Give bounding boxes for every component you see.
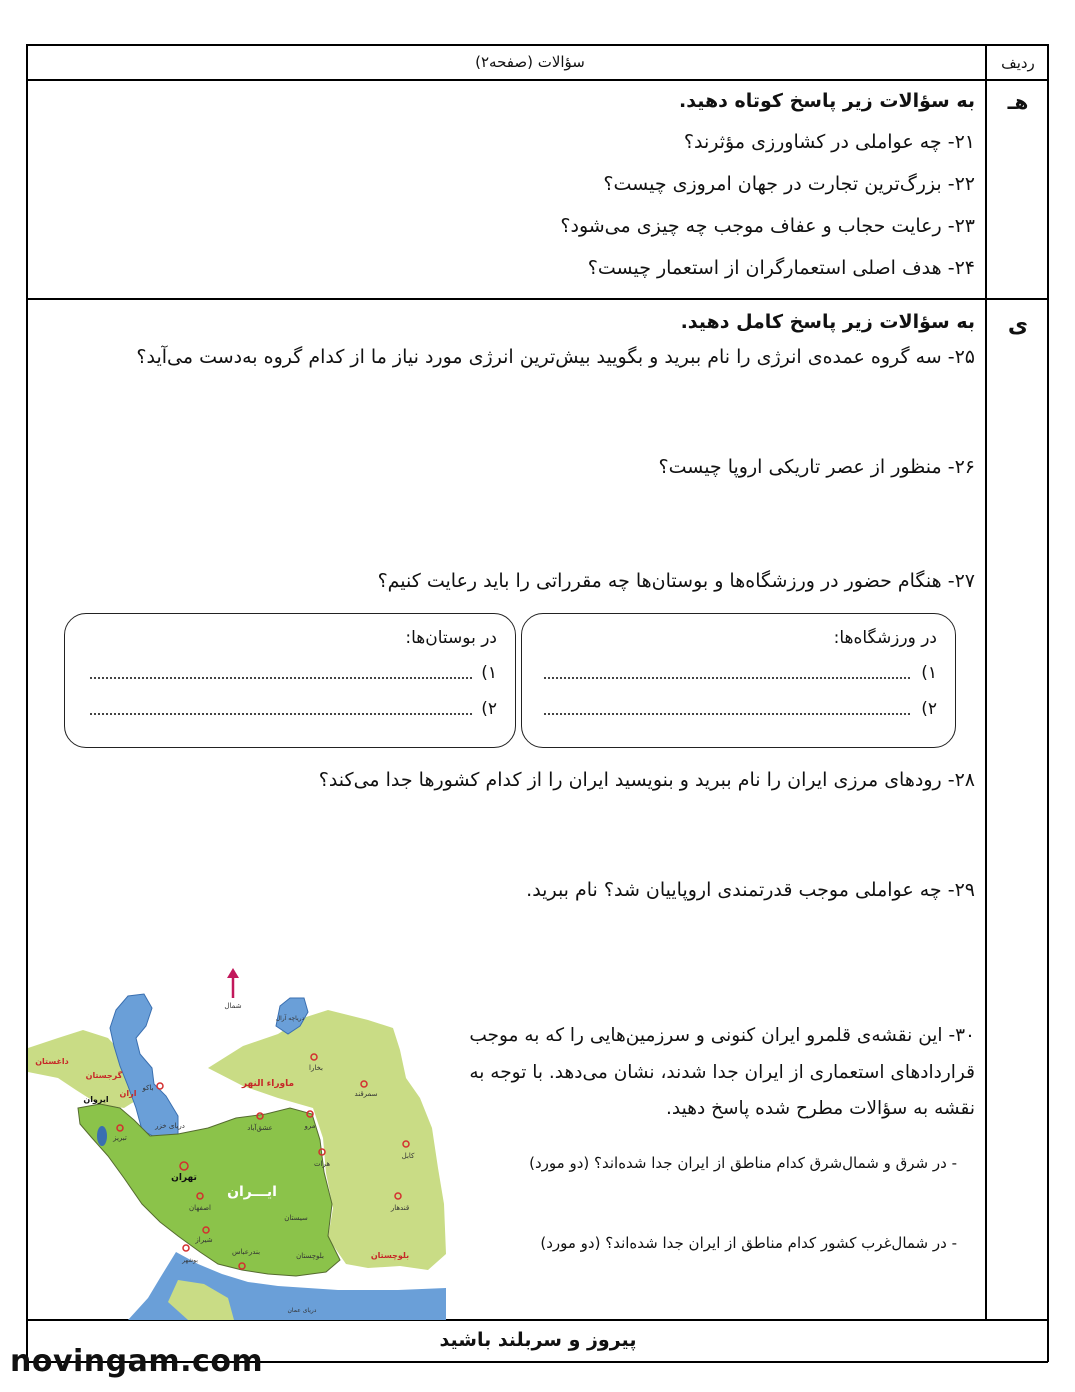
footer-text: پیروز و سربلند باشید xyxy=(439,1329,637,1351)
park-answer-line-2[interactable] xyxy=(90,713,472,715)
site-watermark[interactable]: novingam.com xyxy=(10,1344,264,1379)
sistan-label: سیستان xyxy=(284,1214,308,1222)
stadium-item-1-label: ۱) xyxy=(921,663,937,683)
baku-marker xyxy=(157,1083,163,1089)
georgia-label: گرجستان xyxy=(85,1071,123,1080)
table-right-border xyxy=(1047,44,1049,1362)
question-30-sub-1: - در شرق و شمال‌شرق کدام مناطق از ایران جدا شده‌اند؟ (دو مورد) xyxy=(529,1154,957,1172)
header-bottom-border xyxy=(26,79,1048,81)
park-item-2-label: ۲) xyxy=(481,699,497,719)
question-25: ۲۵- سه گروه عمده‌ی انرژی را نام ببرید و بگویید بیش‌ترین انرژی مورد نیاز ما از کدام گروه به‌دست می‌آید؟ xyxy=(136,346,975,368)
questions-column-header: سؤالات (صفحه۲) xyxy=(475,53,585,71)
table-top-border xyxy=(26,44,1048,46)
section-h-letter: هـ xyxy=(1007,90,1029,114)
question-28: ۲۸- رودهای مرزی ایران را نام ببرید و بنویسید ایران را از کدام کشورها جدا می‌کند؟ xyxy=(318,769,975,791)
bushehr-label: بوشهر xyxy=(182,1257,198,1264)
baluchistan-iran-label: بلوچستان xyxy=(296,1252,324,1260)
tabriz-label: تبریز xyxy=(113,1134,127,1142)
baluchistan-east-label: بلوچستان xyxy=(370,1251,410,1260)
row-column-divider xyxy=(985,44,987,1320)
samarkand-label: سمرقند xyxy=(354,1090,378,1098)
transoxiana-label: ماوراء النهر xyxy=(241,1079,295,1089)
question-26: ۲۶- منظور از عصر تاریکی اروپا چیست؟ xyxy=(658,456,975,478)
arran-label: اران xyxy=(119,1089,137,1098)
bukhara-label: بخارا xyxy=(309,1064,323,1072)
section-y-letter: ی xyxy=(1007,313,1029,338)
question-21: ۲۱- چه عواملی در کشاورزی مؤثرند؟ xyxy=(683,131,975,153)
kandahar-label: قندهار xyxy=(390,1204,410,1212)
question-30-sub-2: - در شمال‌غرب کشور کدام مناطق از ایران جدا شده‌اند؟ (دو مورد) xyxy=(540,1234,957,1252)
dagestan-label: داغستان xyxy=(35,1057,69,1066)
kabul-label: کابل xyxy=(401,1152,415,1160)
stadium-answer-line-1[interactable] xyxy=(544,677,910,679)
bandar-abbas-label: بندرعباس xyxy=(231,1248,261,1256)
question-30-line-2: قراردادهای استعماری از ایران جدا شدند، نشان می‌دهد. با توجه به xyxy=(469,1062,975,1083)
herat-label: هرات xyxy=(313,1160,331,1168)
aral-label: دریاچه آرال xyxy=(275,1015,305,1022)
isfahan-label: اصفهان xyxy=(189,1204,211,1212)
yerevan-label: ایروان xyxy=(83,1095,109,1104)
row-column-header: ردیف xyxy=(1001,54,1035,72)
question-27: ۲۷- هنگام حضور در ورزشگاه‌ها و بوستان‌ها چه مقرراتی را باید رعایت کنیم؟ xyxy=(377,570,975,592)
question-22: ۲۲- بزرگ‌ترین تجارت در جهان امروزی چیست؟ xyxy=(603,173,975,195)
question-30-line-3: نقشه به سؤالات مطرح شده پاسخ دهید. xyxy=(666,1098,975,1119)
ashgabat-label: عشق‌آباد xyxy=(247,1124,273,1132)
stadium-box-title: در ورزشگاه‌ها: xyxy=(833,628,937,648)
north-label: شمال xyxy=(224,1002,242,1010)
iran-label: ایـــران xyxy=(227,1184,277,1200)
section-h-instruction: به سؤالات زیر پاسخ کوتاه دهید. xyxy=(679,90,975,112)
stadium-item-2-label: ۲) xyxy=(921,699,937,719)
bushehr-marker xyxy=(183,1245,189,1251)
park-answer-line-1[interactable] xyxy=(90,677,472,679)
tehran-label: تهران xyxy=(171,1173,197,1183)
merv-label: مرو xyxy=(304,1122,316,1130)
section-divider xyxy=(26,298,1048,300)
caspian-label: دریای خزر xyxy=(155,1122,185,1130)
stadium-answer-line-2[interactable] xyxy=(544,713,910,715)
question-30-line-1: ۳۰- این نقشه‌ی قلمرو ایران کنونی و سرزمین‌هایی را که به موجب xyxy=(469,1025,975,1046)
baku-label: باکو xyxy=(142,1084,154,1092)
lake-urmia-shape xyxy=(97,1126,107,1146)
park-box-title: در بوستان‌ها: xyxy=(405,628,497,648)
question-23: ۲۳- رعایت حجاب و عفاف موجب چه چیزی می‌شود؟ xyxy=(560,215,975,237)
oman-sea-label: دریای عمان xyxy=(287,1307,317,1314)
park-item-1-label: ۱) xyxy=(481,663,497,683)
shiraz-label: شیراز xyxy=(195,1236,213,1244)
iran-territory-map xyxy=(28,968,446,1320)
question-24: ۲۴- هدف اصلی استعمارگران از استعمار چیست؟ xyxy=(587,257,975,279)
north-arrow-head xyxy=(227,968,239,978)
section-y-instruction: به سؤالات زیر پاسخ کامل دهید. xyxy=(680,311,975,333)
question-29: ۲۹- چه عواملی موجب قدرتمندی اروپاییان شد؟ نام ببرید. xyxy=(526,879,975,901)
